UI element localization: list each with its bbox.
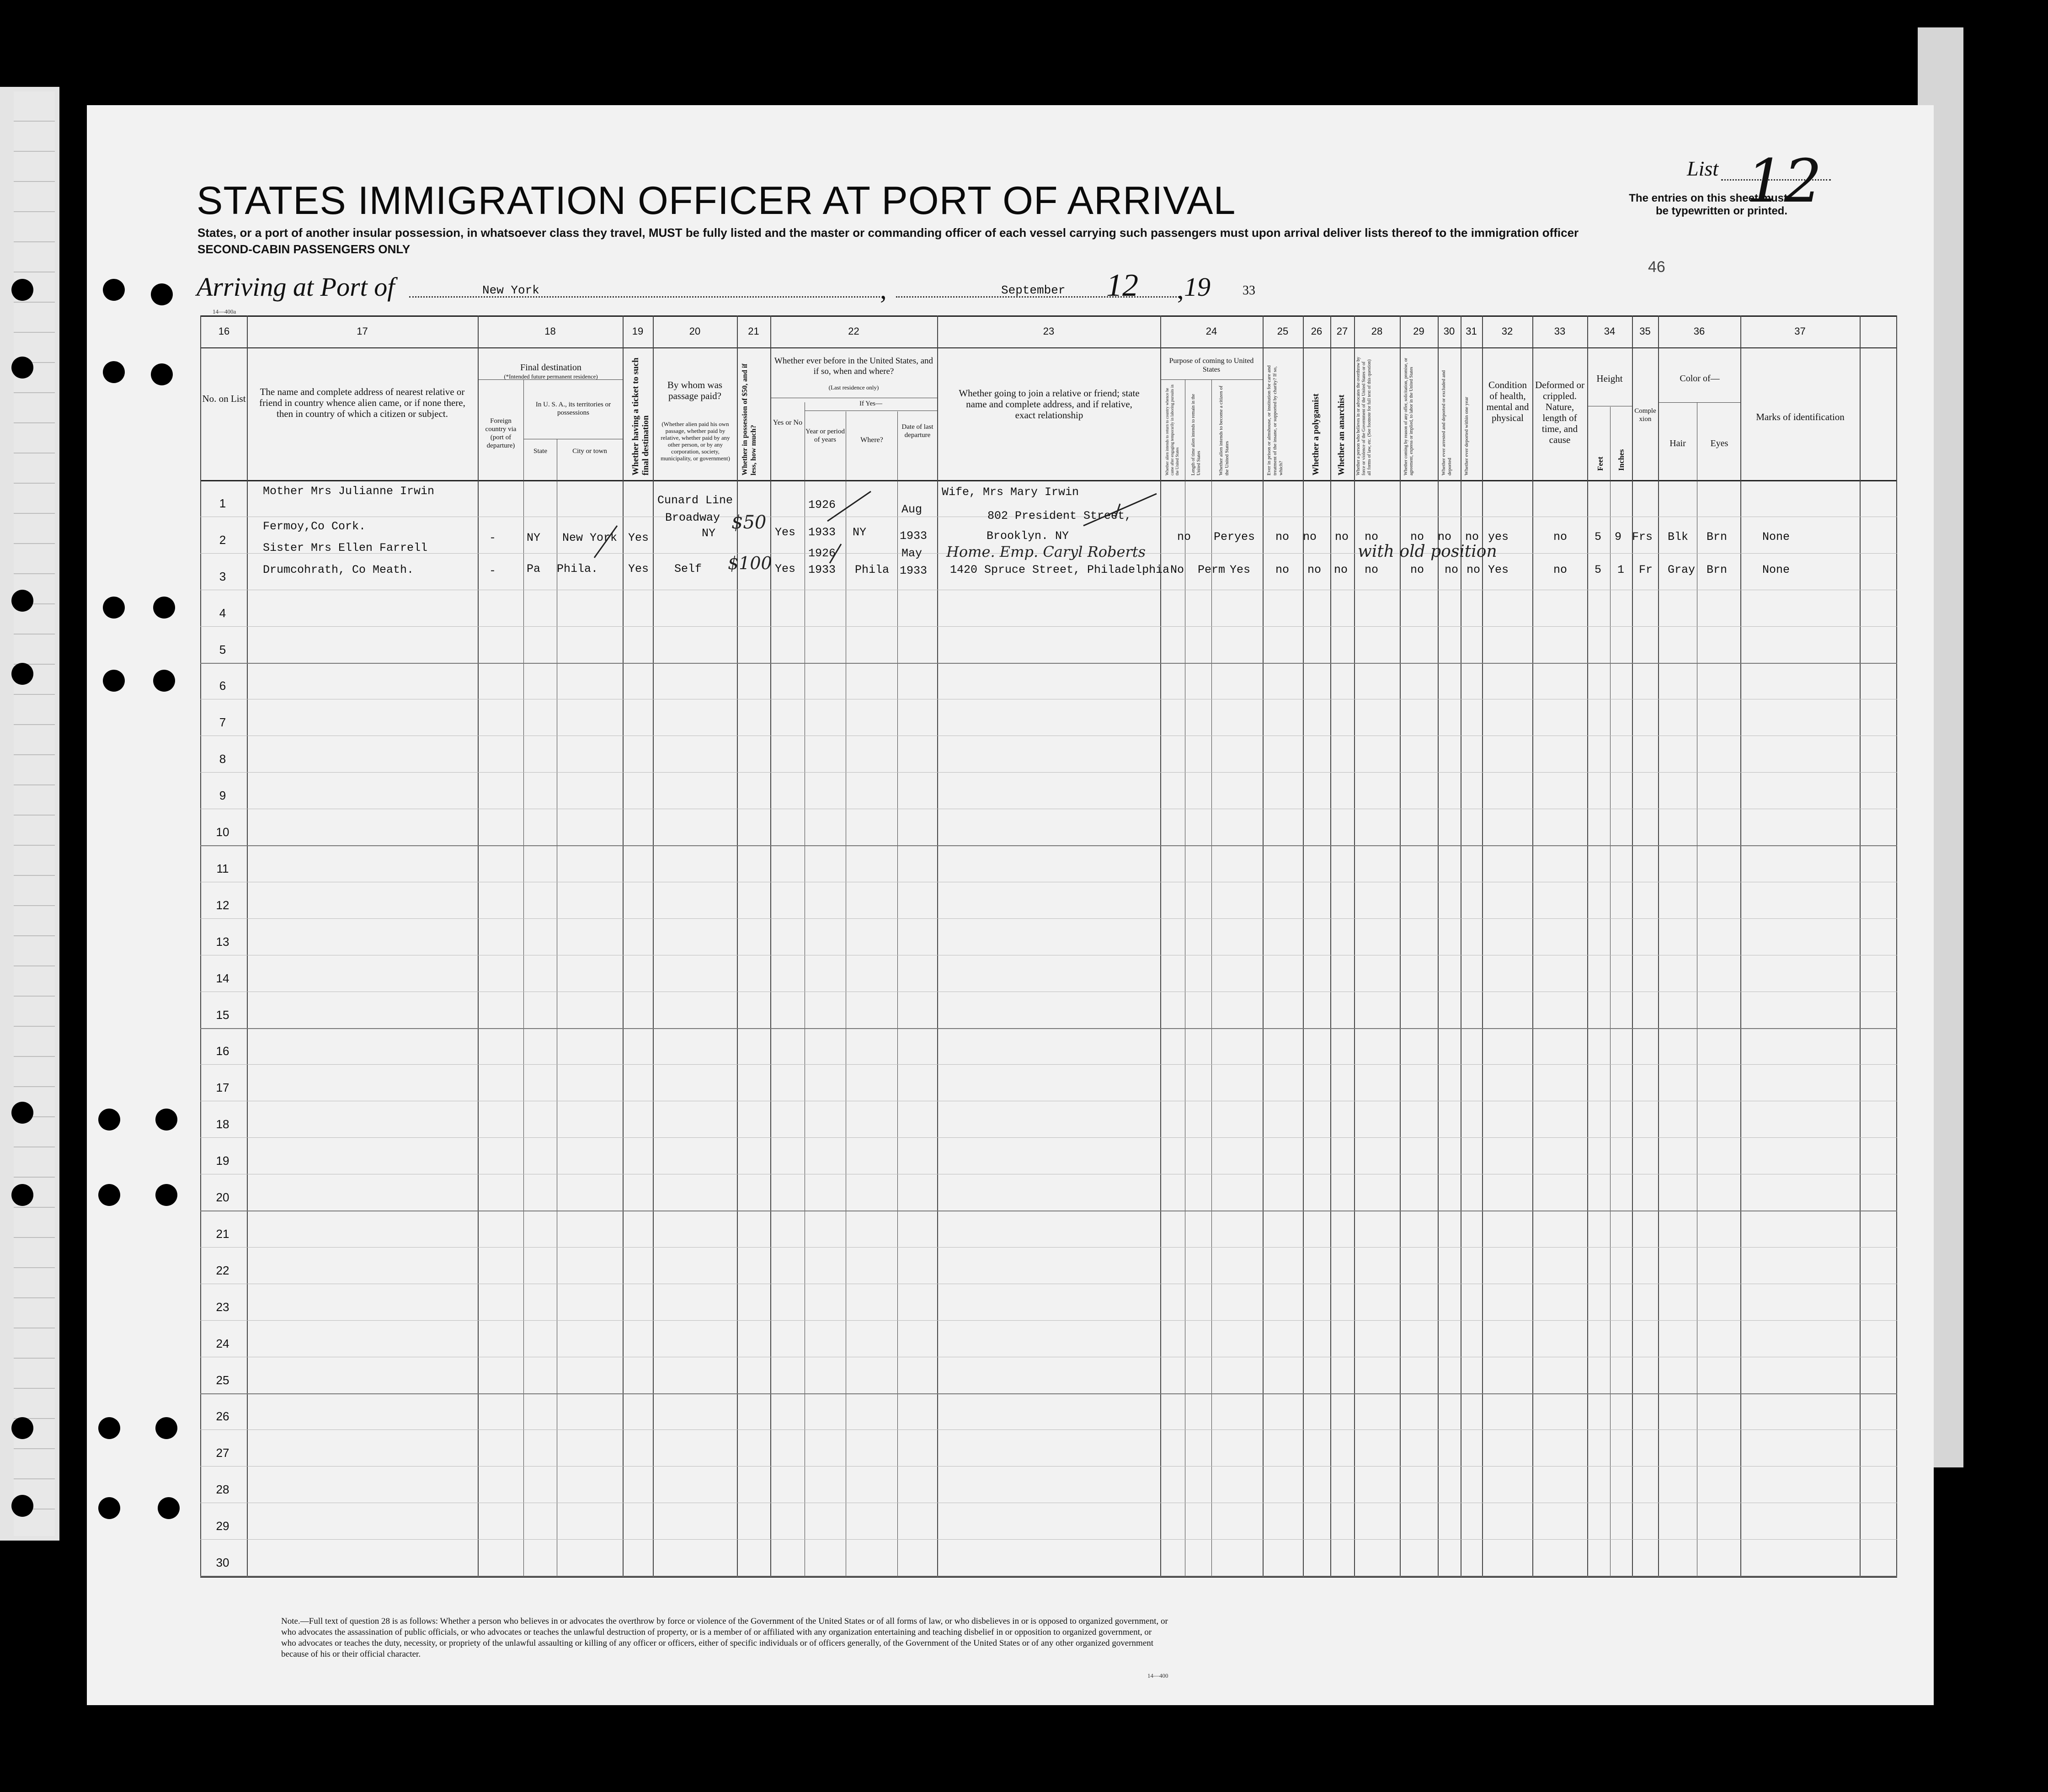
departure-line2: 1933	[900, 564, 928, 577]
relative-line2: Drumcohrath, Co Meath.	[263, 563, 414, 576]
years-line2: 1933	[808, 526, 836, 539]
header-intend-citizen: Whether alien intends to become a citizen of the United States	[1218, 385, 1230, 475]
port-value: New York	[482, 283, 539, 297]
row-number: 27	[216, 1446, 229, 1460]
prison: no	[1275, 563, 1290, 576]
money: $100	[728, 553, 772, 573]
header-labor-offer: Whether coming by reason of any offer, solicitation, promise, or agreement, express or implied, to labor in the United States	[1403, 357, 1414, 475]
question-29: no	[1410, 563, 1424, 576]
complexion: Frs	[1632, 530, 1653, 544]
header-final-destination-note: (*Intended future permanent residence)	[504, 373, 598, 380]
header-before-in-us: Whether ever before in the United States, and if so, when and where?	[774, 356, 933, 376]
header-ticket: Whether having a ticket to such final destination	[631, 357, 651, 475]
row-number: 18	[216, 1117, 229, 1131]
entries-note: The entries on this sheet must be typewritten or printed.	[1629, 192, 1787, 217]
complexion: Fr	[1639, 563, 1653, 576]
join-line1: Home. Emp. Caryl Roberts	[946, 543, 1146, 560]
arriving-label: Arriving at Port of	[197, 272, 395, 302]
relative-line2: Fermoy,Co Cork.	[263, 520, 366, 533]
row-number: 9	[219, 789, 226, 803]
row-number: 3	[219, 569, 226, 583]
header-deported-year: Whether ever deported within one year	[1464, 397, 1469, 475]
list-label: List	[1687, 157, 1719, 180]
state: Pa	[527, 562, 541, 576]
foreign-country: -	[489, 531, 496, 544]
polygamist: no	[1303, 530, 1317, 544]
row-number: 22	[216, 1263, 229, 1277]
header-complexion: Complexion	[1634, 407, 1656, 423]
header-polygamist: Whether a polygamist	[1311, 393, 1321, 475]
anarchist: no	[1334, 563, 1348, 576]
form-code: 14—400	[1147, 1672, 1168, 1679]
deformed: no	[1553, 530, 1568, 544]
row-number: 19	[216, 1154, 229, 1168]
form-code-top: 14—400a	[213, 308, 236, 315]
header-before-note: (Last residence only)	[828, 384, 879, 391]
header-deported: Whether ever arrested and deported or excluded and deported	[1441, 370, 1452, 475]
before-in-us: Yes	[775, 526, 796, 539]
return-intent: no	[1177, 530, 1191, 544]
footnote: Note.—Full text of question 28 is as follows: Whether a person who believes in or advocates the overthrow by force or violence of the Government of the United States or of all forms of law, or who disbelieves in or is opposed to organized government, or who advocates the assassination of public officials, or who advocates or teaches the unlawful destruction of property, or is a member of or affiliated with any organization entertaining and teaching disbelief in or opposition to organized government, or who advocates or teaches the duty, necessity, or propriety of the unlawful assaulting or killing of any officer or officers, either of specific individuals or of officers generally, of the Government of the United States or of any other organized government because of his or their official character.	[281, 1616, 1168, 1659]
city: Phila.	[557, 562, 598, 576]
header-prison: Ever in prison or almshouse, or institution for care and treatment of the insane, or supported by charity? If so, which?	[1266, 365, 1284, 475]
length-of-stay: Perm	[1198, 563, 1226, 576]
row-number: 30	[216, 1556, 229, 1569]
row-number: 20	[216, 1190, 229, 1204]
header-purpose: Purpose of coming to United States	[1169, 357, 1254, 373]
sheet-number: 46	[1648, 258, 1665, 276]
question-28: no	[1365, 530, 1379, 544]
departure-line1: May	[901, 547, 923, 560]
header-foreign-country: Foreign country via (port of departure)	[485, 417, 517, 449]
page-title: STATES IMMIGRATION OFFICER AT PORT OF ARRIVAL	[197, 179, 1236, 223]
intend-citizen: yes	[1234, 530, 1255, 544]
row-number: 7	[219, 715, 226, 730]
paid-line1: Cunard Line	[657, 494, 733, 507]
question-31: no	[1465, 530, 1479, 544]
header-length-of-stay: Length of time alien intends to remain in the United States	[1191, 394, 1201, 475]
row-number: 1	[219, 496, 226, 510]
row-number: 16	[216, 1044, 229, 1058]
ticket: Yes	[628, 531, 649, 544]
eyes: Brn	[1707, 563, 1728, 576]
year-suffix: 33	[1243, 283, 1255, 298]
city: New York	[562, 531, 618, 544]
row-number: 15	[216, 1008, 229, 1022]
anarchist: no	[1335, 530, 1349, 544]
year-prefix: 19	[1184, 272, 1211, 302]
header-health: Condition of health, mental and physical	[1486, 379, 1529, 423]
row-number: 26	[216, 1409, 229, 1424]
header-color: Color of—	[1680, 373, 1720, 384]
where: NY	[853, 526, 867, 539]
row-number: 14	[216, 971, 229, 985]
header-anarchist: Whether an anarchist	[1337, 395, 1346, 475]
hair: Gray	[1668, 563, 1696, 576]
header-eyes: Eyes	[1710, 438, 1728, 448]
row-number: 12	[216, 898, 229, 912]
years-line1: 1926	[808, 547, 836, 560]
length-of-stay: Per	[1214, 530, 1235, 544]
height-inches: 1	[1617, 563, 1625, 576]
header-join-relative: Whether going to join a relative or friend; state name and complete address, and if relative, exact relationship	[959, 388, 1140, 421]
height-feet: 5	[1595, 563, 1602, 576]
header-last-departure: Date of last departure	[901, 423, 933, 439]
row-number: 24	[216, 1336, 229, 1350]
question-31: no	[1467, 563, 1481, 576]
header-feet: Feet	[1596, 456, 1605, 471]
hair: Blk	[1668, 530, 1689, 544]
header-passage-paid: By whom was passage paid?	[667, 379, 723, 401]
return-intent: No	[1170, 563, 1184, 576]
row-number: 10	[216, 825, 229, 839]
list-number: 12	[1746, 146, 1822, 216]
marks: None	[1762, 563, 1790, 576]
join-line1: Wife, Mrs Mary Irwin	[942, 485, 1079, 499]
row-number: 5	[219, 642, 226, 656]
header-question-28: Whether a person who believes in or advocates the overthrow by force or violence of the Government of the United States or of all forms of law, etc. (See footnote for full text of this question)	[1356, 357, 1372, 475]
money: $50	[731, 512, 767, 533]
polygamist: no	[1307, 563, 1322, 576]
where: Phila	[855, 563, 890, 576]
height-inches: 9	[1615, 530, 1622, 544]
header-period: Year or period of years	[805, 428, 845, 443]
row-number: 21	[216, 1227, 229, 1241]
row-number: 23	[216, 1300, 229, 1314]
header-yes-or-no: Yes or No	[773, 419, 803, 427]
row-number: 8	[219, 752, 226, 766]
row-number: 13	[216, 934, 229, 949]
deformed: no	[1553, 563, 1568, 576]
relative-line1: Mother Mrs Julianne Irwin	[263, 485, 435, 498]
header-state: State	[533, 448, 547, 455]
header-city: City or town	[572, 448, 607, 455]
row-number: 28	[216, 1483, 229, 1497]
header-in-usa: In U. S. A., its territories or possessions	[535, 401, 611, 416]
prison: no	[1275, 530, 1290, 544]
question-30: no	[1445, 563, 1459, 576]
header-final-destination: Final destination	[520, 363, 581, 373]
marks: None	[1762, 530, 1790, 544]
eyes: Brn	[1707, 530, 1728, 544]
foreign-country: -	[489, 564, 496, 577]
row-number: 29	[216, 1519, 229, 1533]
paid-line1: Self	[674, 562, 702, 576]
handwritten-annotation: with old position	[1358, 542, 1497, 561]
header-where: Where?	[860, 436, 883, 444]
header-marks: Marks of identification	[1756, 411, 1845, 422]
relative-line1: Sister Mrs Ellen Farrell	[263, 541, 428, 555]
header-money: Whether in possession of $50, and if less, how much?	[741, 363, 757, 475]
height-feet: 5	[1595, 530, 1602, 544]
departure-line2: 1933	[900, 529, 928, 543]
header-return-intent: Whether alien intends to return to country whence he came after engaging temporarily in laboring pursuits in the United States	[1165, 384, 1179, 475]
state: NY	[527, 531, 541, 544]
row-number: 2	[219, 533, 226, 547]
question-30: no	[1438, 530, 1452, 544]
departure-line1: Aug	[901, 503, 923, 516]
header-deformed: Deformed or crippled. Nature, length of time, and cause	[1535, 379, 1584, 445]
row-number: 11	[216, 861, 229, 875]
years-line2: 1933	[808, 563, 836, 576]
row-number: 6	[219, 679, 226, 693]
ticket: Yes	[628, 562, 649, 576]
header-height: Height	[1596, 373, 1623, 384]
row-number: 17	[216, 1081, 229, 1095]
years-line1: 1926	[808, 498, 836, 512]
paid-line2: Broadway	[665, 511, 720, 524]
paid-line3: NY	[702, 527, 716, 540]
join-line3: Brooklyn. NY	[987, 529, 1069, 543]
arrival-day: 12	[1106, 268, 1138, 303]
join-line2: 1420 Spruce Street, Philadelphia	[950, 563, 1170, 576]
health: Yes	[1488, 563, 1509, 576]
row-number: 25	[216, 1373, 229, 1387]
header-inches: Inches	[1617, 449, 1626, 471]
join-line2: 802 President Street,	[987, 509, 1132, 523]
intend-citizen: Yes	[1230, 563, 1251, 576]
header-hair: Hair	[1669, 438, 1686, 448]
page-subtitle: States, or a port of another insular possession, in whatsoever class they travel, MUST be fully listed and the master or commanding officer of each vessel carrying such passengers must upon arrival deliver lists thereof to the immigration officer	[197, 226, 1579, 240]
header-if-yes: If Yes—	[859, 400, 882, 407]
header-no-on-list: No. on List	[202, 393, 246, 404]
question-29: no	[1410, 530, 1424, 544]
header-relative: The name and complete address of nearest relative or friend in country whence alien came, or if none there, then in country of which a citizen or subject.	[259, 386, 465, 419]
class-line: SECOND-CABIN PASSENGERS ONLY	[197, 242, 411, 256]
header-passage-paid-note: (Whether alien paid his own passage, whether paid by relative, whether paid by any other person, or by any corporation, society, municipality, or government)	[661, 421, 730, 462]
arrival-month: September	[1001, 283, 1066, 297]
health: yes	[1488, 530, 1509, 544]
row-number: 4	[219, 606, 226, 620]
question-28: no	[1365, 563, 1379, 576]
before-in-us: Yes	[775, 562, 796, 576]
